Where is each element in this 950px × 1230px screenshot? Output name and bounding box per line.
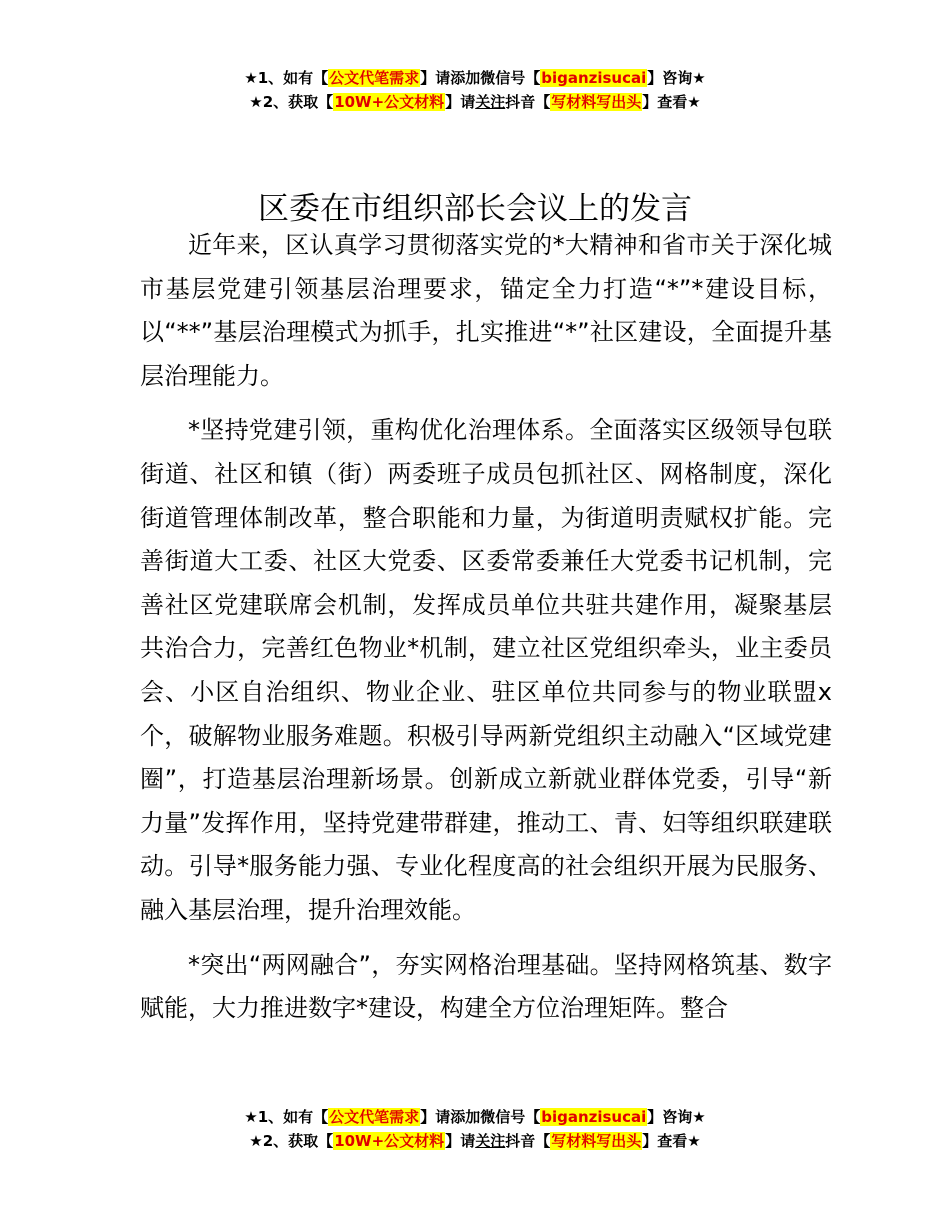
promo-banner-top [0,66,950,114]
promo-line-1 [0,66,950,90]
promo-text: 】咨询★ [647,69,706,87]
promo-text: 抖音【 [505,93,551,111]
promo-line-1 [0,1105,950,1129]
promo-text: 】请 [445,93,476,111]
paragraph: *突出“两网融合”，夯实网格治理基础。坚持网格筑基、数字赋能，大力推进数字*建设，构建全方位治理矩阵。整合 [140,950,832,1023]
promo-text: 】请 [445,1132,476,1150]
promo-line-2 [0,1129,950,1153]
promo-highlight: 写材料写出头 [551,93,642,111]
promo-highlight: biganzisucai [541,1108,647,1126]
promo-highlight: 公文代笔需求 [329,69,420,87]
promo-text: ★2、获取【 [249,93,334,111]
promo-text: ★2、获取【 [249,1132,334,1150]
promo-line-2 [0,90,950,114]
promo-highlight: 写材料写出头 [551,1132,642,1150]
paragraph: 近年来，区认真学习贯彻落实党的*大精神和省市关于深化城市基层党建引领基层治理要求，锚定全力打造“*”*建设目标，以“**”基层治理模式为抓手，扎实推进“*”社区建设，全面提升基层治理能力。 [140,231,832,390]
promo-text: 】请添加微信号【 [420,1108,541,1126]
document-body [140,224,832,1042]
promo-highlight: 10W+公文材料 [334,93,445,111]
promo-text: 】查看★ [642,93,701,111]
promo-text: ★1、如有【 [244,69,329,87]
promo-text: 抖音【 [505,1132,551,1150]
promo-text: 】咨询★ [647,1108,706,1126]
promo-highlight: biganzisucai [541,69,647,87]
promo-banner-bottom [0,1105,950,1153]
paragraph: *坚持党建引领，重构优化治理体系。全面落实区级领导包联街道、社区和镇（街）两委班子成员包抓社区、网格制度，深化街道管理体制改革，整合职能和力量，为街道明责赋权扩能。完善街道大工委、社区大党委、区委常委兼任大党委书记机制，完善社区党建联席会机制，发挥成员单位共驻共建作用，凝聚基层共治合力，完善红色物业*机制，建立社区党组织牵头，业主委员会、小区自治组织、物业企业、驻区单位共同参与的物业联盟x个，破解物业服务难题。积极引导两新党组织主动融入“区域党建圈”，打造基层治理新场景。创新成立新就业群体党委，引导“新力量”发挥作用，坚持党建带群建，推动工、青、妇等组织联建联动。引导*服务能力强、专业化程度高的社会组织开展为民服务、融入基层治理，提升治理效能。 [140,416,832,924]
promo-highlight: 10W+公文材料 [334,1132,445,1150]
promo-text: 】查看★ [642,1132,701,1150]
promo-underline: 关注 [475,93,506,111]
promo-highlight: 公文代笔需求 [329,1108,420,1126]
promo-text: ★1、如有【 [244,1108,329,1126]
promo-text: 】请添加微信号【 [420,69,541,87]
promo-underline: 关注 [475,1132,506,1150]
document-title: 区委在市组织部长会议上的发言 [258,190,692,227]
